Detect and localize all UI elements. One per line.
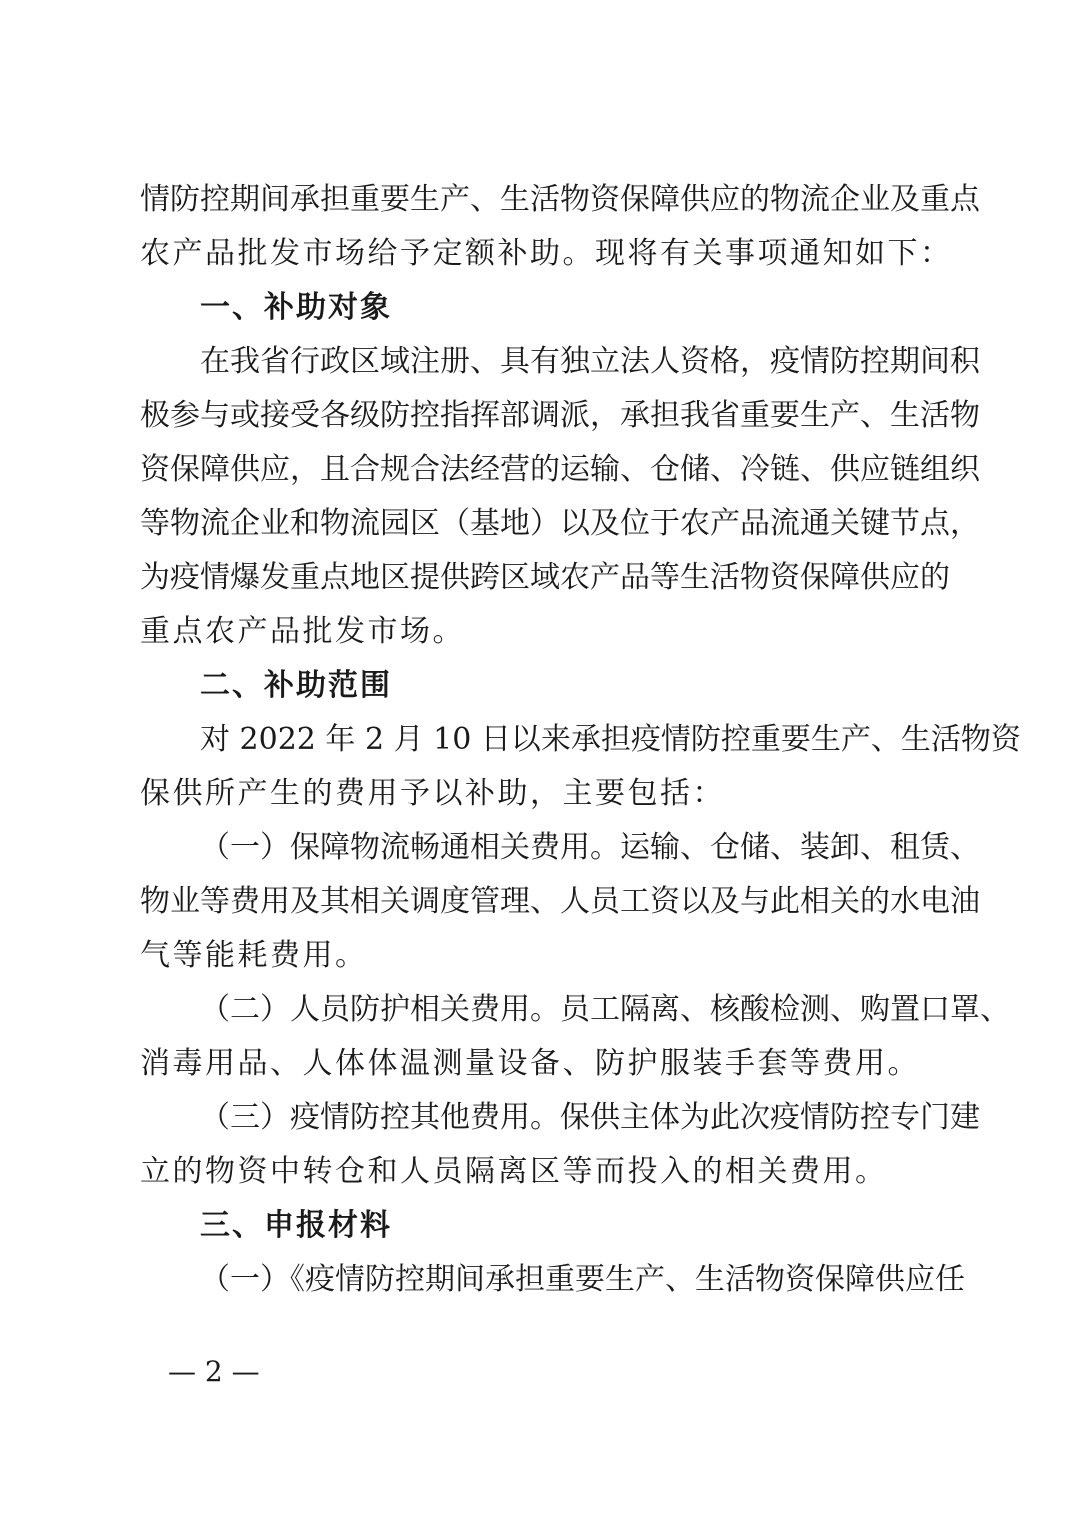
body-text-line: 保供所产生的费用予以补助，主要包括：: [140, 776, 725, 811]
body-text-line: 对 2022 年 2 月 10 日以来承担疫情防控重要生产、生活物资: [200, 722, 1021, 757]
page-number: — 2 —: [168, 1355, 260, 1388]
section-heading-subsidy-scope: 二、补助范围: [200, 668, 392, 703]
body-text-line: 物业等费用及其相关调度管理、人员工资以及与此相关的水电油: [140, 884, 980, 919]
body-text-line: 农产品批发市场给予定额补助。现将有关事项通知如下：: [140, 236, 953, 271]
body-text-line: 重点农产品批发市场。: [140, 614, 465, 649]
section-heading-subsidy-target: 一、补助对象: [200, 290, 392, 325]
body-text-line: （三）疫情防控其他费用。保供主体为此次疫情防控专门建: [200, 1100, 980, 1135]
body-text-line: 资保障供应，且合规合法经营的运输、仓储、冷链、供应链组织: [140, 452, 980, 487]
body-text-line: 在我省行政区域注册、具有独立法人资格，疫情防控期间积: [200, 344, 980, 379]
body-text-line: 消毒用品、人体体温测量设备、防护服装手套等费用。: [140, 1046, 920, 1081]
body-text-line: 气等能耗费用。: [140, 938, 368, 973]
body-text-line: （二）人员防护相关费用。员工隔离、核酸检测、购置口罩、: [200, 992, 1010, 1027]
body-text-line: 为疫情爆发重点地区提供跨区域农产品等生活物资保障供应的: [140, 560, 950, 595]
section-heading-application-materials: 三、申报材料: [200, 1208, 392, 1243]
body-text-line: （一）保障物流畅通相关费用。运输、仓储、装卸、租赁、: [200, 830, 980, 865]
body-text-line: （一）《疫情防控期间承担重要生产、生活物资保障供应任: [200, 1262, 965, 1297]
body-text-line: 情防控期间承担重要生产、生活物资保障供应的物流企业及重点: [140, 182, 980, 217]
body-text-line: 等物流企业和物流园区（基地）以及位于农产品流通关键节点，: [140, 506, 980, 541]
body-text-line: 极参与或接受各级防控指挥部调派，承担我省重要生产、生活物: [140, 398, 980, 433]
body-text-line: 立的物资中转仓和人员隔离区等而投入的相关费用。: [140, 1154, 888, 1189]
